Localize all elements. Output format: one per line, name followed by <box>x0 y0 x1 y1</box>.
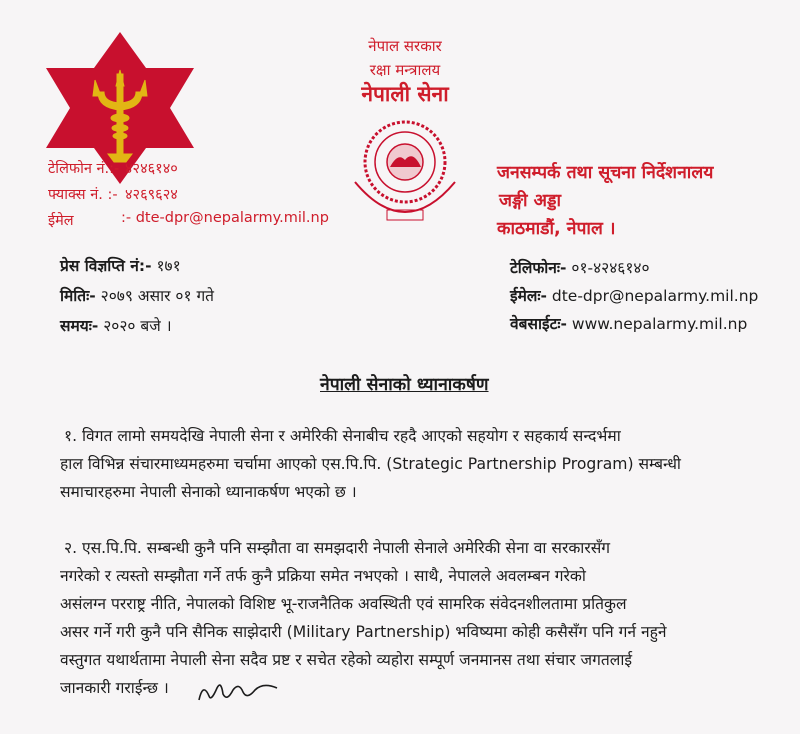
signature-icon <box>193 678 283 706</box>
paragraph2-line: असंलग्न परराष्ट्र नीति, नेपालको विशिष्ट भू-राजनैतिक अवस्थिती एवं सामरिक संवेदनशीलतामा प्रतिकुल <box>60 595 627 613</box>
release-number-row <box>60 254 181 276</box>
paragraph2-line: नगरेको र त्यस्तो सम्झौता गर्ने तर्फ कुनै प्रक्रिया समेत नभएको । साथै, नेपालले अवलम्बन गरेको <box>60 567 586 585</box>
directorate-city: काठमाडौं, नेपाल । <box>497 219 616 239</box>
left-phone-row <box>48 158 178 178</box>
paragraph2-line: असर गर्ने गरी कुनै पनि सैनिक साझेदारी (Military Partnership) भविष्यमा कोही कसैसँग पनि गर्न नहुने <box>60 623 667 641</box>
right-web-label: वेबसाईटः- <box>510 315 567 333</box>
right-phone-label: टेलिफोनः- <box>510 259 567 277</box>
right-web-value[interactable]: www.nepalarmy.mil.np <box>571 315 748 333</box>
release-time-row <box>60 314 172 336</box>
paragraph2-line: २. एस.पि.पि. सम्बन्धी कुनै पनि सम्झौता वा समझदारी नेपाली सेनाले अमेरिकी सेना वा सरकारसँग <box>64 539 611 557</box>
left-email-row <box>48 210 329 230</box>
directorate-place: जङ्गी अड्डा <box>499 191 562 211</box>
directorate-seal-icon <box>343 112 467 234</box>
paragraph2-line: जानकारी गराईन्छ । <box>60 679 169 697</box>
release-date-row <box>60 284 214 306</box>
release-number-value: १७१ <box>156 257 181 275</box>
left-email-value[interactable]: :- dte-dpr@nepalarmy.mil.np <box>121 210 329 226</box>
left-phone-label: टेलिफोन नं.:- <box>48 161 120 177</box>
release-time-label: समयः- <box>60 317 99 335</box>
left-phone-value: ४२४६१४० <box>125 161 178 177</box>
right-phone-row <box>510 256 650 278</box>
right-email-row <box>510 284 758 306</box>
paragraph1-line: समाचारहरुमा नेपाली सेनाको ध्यानाकर्षण भएको छ । <box>60 483 357 501</box>
ministry-name: रक्षा मन्त्रालय <box>369 61 441 79</box>
document-title: नेपाली सेनाको ध्यानाकर्षण <box>320 375 489 395</box>
left-fax-label: फ्याक्स नं. :- <box>48 187 118 203</box>
right-web-row <box>510 312 747 334</box>
left-fax-value: ४२६९६२४ <box>125 187 178 203</box>
government-name: नेपाल सरकार <box>368 37 442 55</box>
paragraph2-line: वस्तुगत यथार्थतामा नेपाली सेना सदैव प्रष्ट र सचेत रहेको व्यहोरा सम्पूर्ण जनमानस तथा संचार जगतलाई <box>60 651 633 669</box>
right-phone-value: ०१-४२४६१४० <box>571 259 650 277</box>
left-email-label: ईमेल <box>48 213 74 229</box>
paragraph1-line: हाल विभिन्न संचारमाध्यमहरुमा चर्चामा आएको एस.पि.पि. (Strategic Partnership Program) सम्बन्धी <box>60 455 681 473</box>
release-date-value: २०७९ असार ०१ गते <box>100 287 215 305</box>
left-fax-row <box>48 184 178 204</box>
release-time-value: २०२० बजे । <box>103 317 172 335</box>
right-email-label: ईमेलः- <box>510 287 547 305</box>
release-number-label: प्रेस विज्ञप्ति नं:- <box>60 257 152 275</box>
release-date-label: मितिः- <box>60 287 96 305</box>
army-name: नेपाली सेना <box>361 82 449 106</box>
paragraph1-line: १. विगत लामो समयदेखि नेपाली सेना र अमेरिकी सेनाबीच रहदै आएको सहयोग र सहकार्य सन्दर्भमा <box>64 427 621 445</box>
right-email-value[interactable]: dte-dpr@nepalarmy.mil.np <box>551 287 759 305</box>
directorate-name: जनसम्पर्क तथा सूचना निर्देशनालय <box>497 163 714 183</box>
